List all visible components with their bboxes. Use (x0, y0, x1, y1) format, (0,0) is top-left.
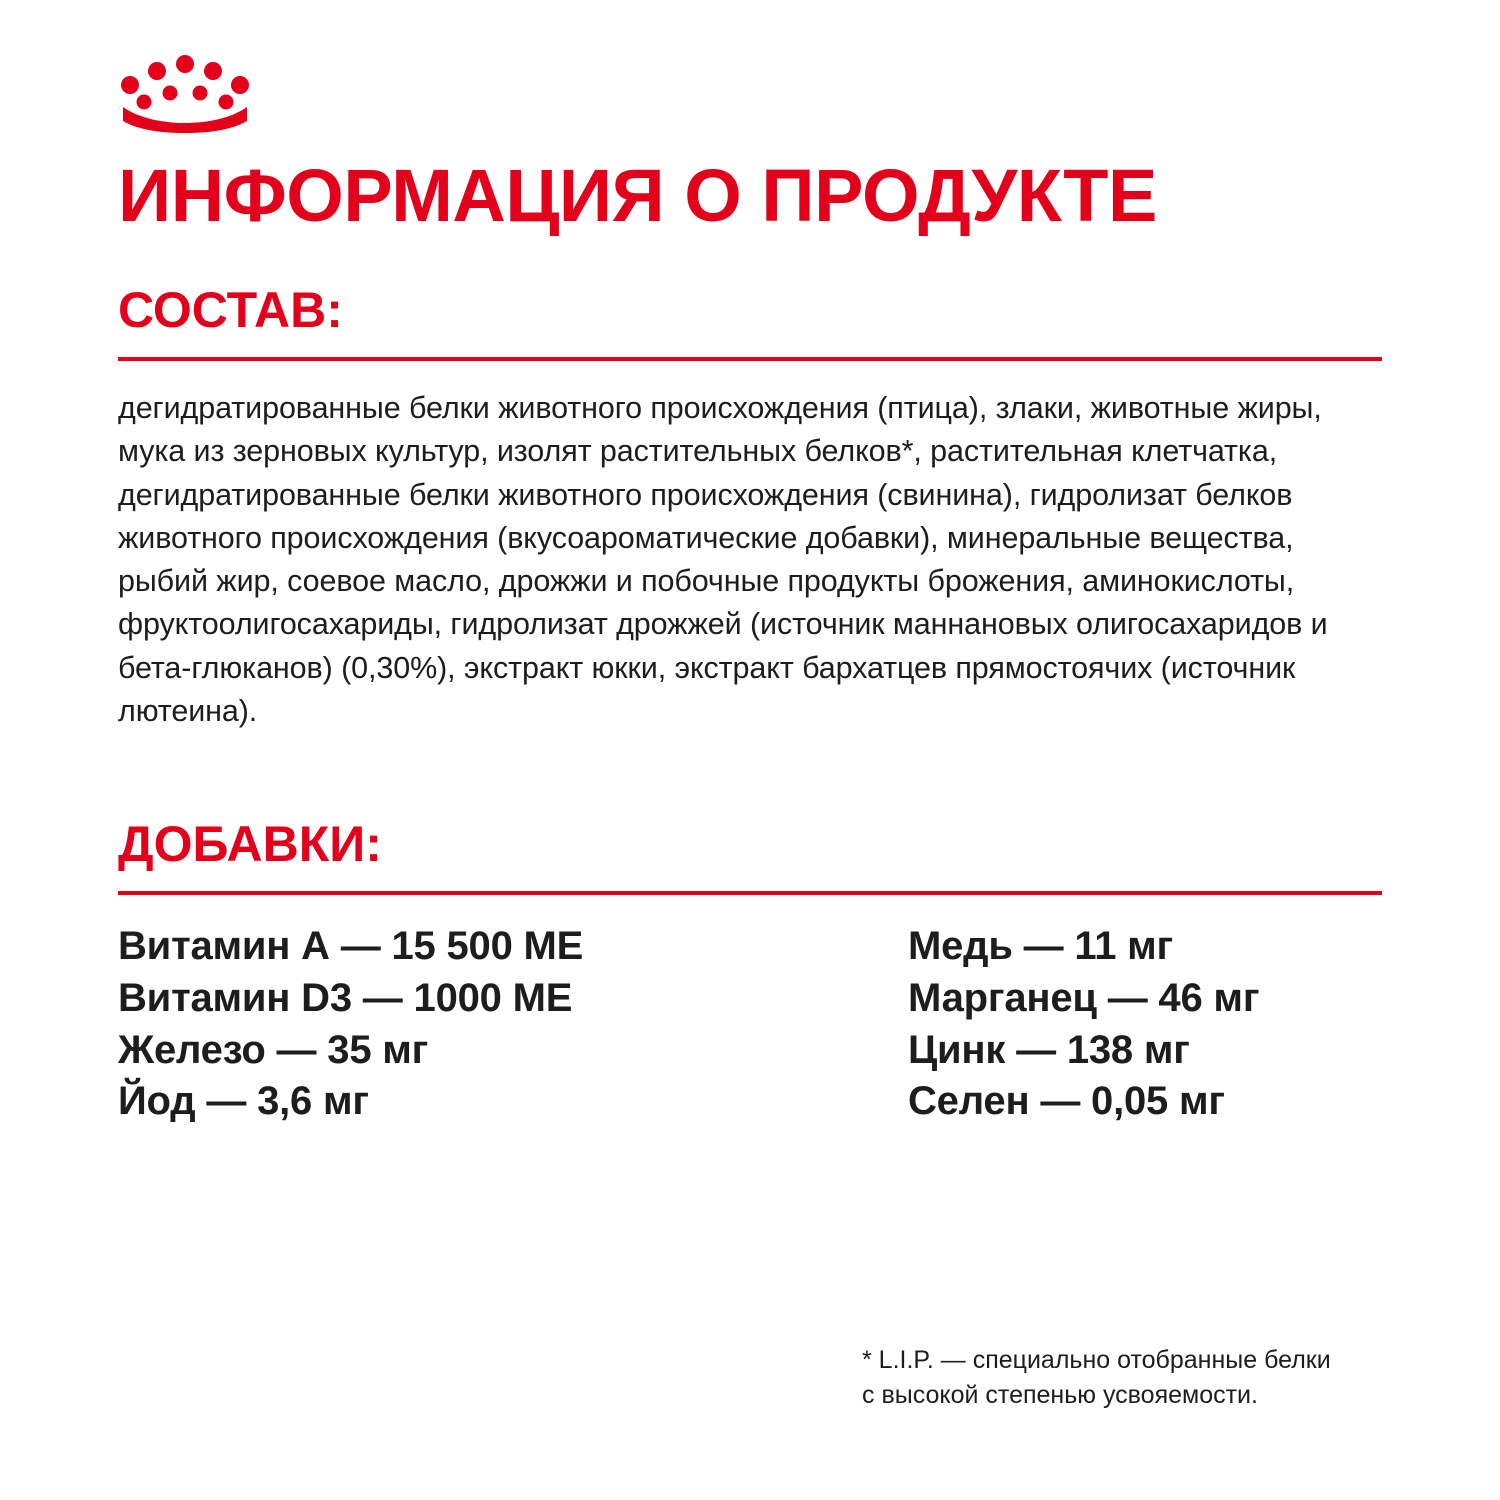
list-item: Железо — 35 мг (118, 1027, 429, 1072)
additives-columns (118, 921, 1382, 1127)
composition-text: дегидратированные белки животного происхождения (птица), злаки, животные жиры, мука из зерновых культур, изолят растительных белков*, растительная клетчатка, дегидратированные белки животного происхождения (свинина), гидролизат белков животного происхождения (вкусоароматические добавки), минеральные вещества, рыбий жир, соевое масло, дрожжи и побочные продукты брожения, аминокислоты, фруктоолигосахариды, гидролизат дрожжей (источник маннановых олигосахаридов и бета-глюканов) (0,30%), экстракт юкки, экстракт бархатцев прямостоячих (источник лютеина). (118, 391, 1328, 729)
additives-divider (118, 891, 1382, 895)
composition-section (118, 282, 1382, 733)
composition-divider (118, 357, 1382, 361)
list-item: Марганец — 46 мг (908, 975, 1260, 1020)
additives-left-column (118, 921, 908, 1127)
composition-heading: СОСТАВ: (118, 282, 343, 338)
additives-right-column (908, 921, 1259, 1127)
list-item: Селен — 0,05 мг (908, 1079, 1225, 1124)
list-item: Витамин А — 15 500 МЕ (118, 924, 584, 969)
footnote-line-2: с высокой степенью усвояемости. (862, 1380, 1258, 1409)
crown-icon (120, 55, 250, 133)
list-item: Цинк — 138 мг (908, 1027, 1190, 1072)
list-item: Медь — 11 мг (908, 924, 1174, 969)
list-item: Йод — 3,6 мг (118, 1079, 369, 1124)
additives-heading: ДОБАВКИ: (118, 816, 382, 873)
page-title: ИНФОРМАЦИЯ О ПРОДУКТЕ (118, 154, 1157, 237)
footnote-line-1: * L.I.P. — специально отобранные белки (862, 1346, 1331, 1374)
list-item: Витамин D3 — 1000 МЕ (118, 975, 573, 1020)
footnote (862, 1343, 1382, 1412)
additives-section (118, 816, 1382, 1127)
